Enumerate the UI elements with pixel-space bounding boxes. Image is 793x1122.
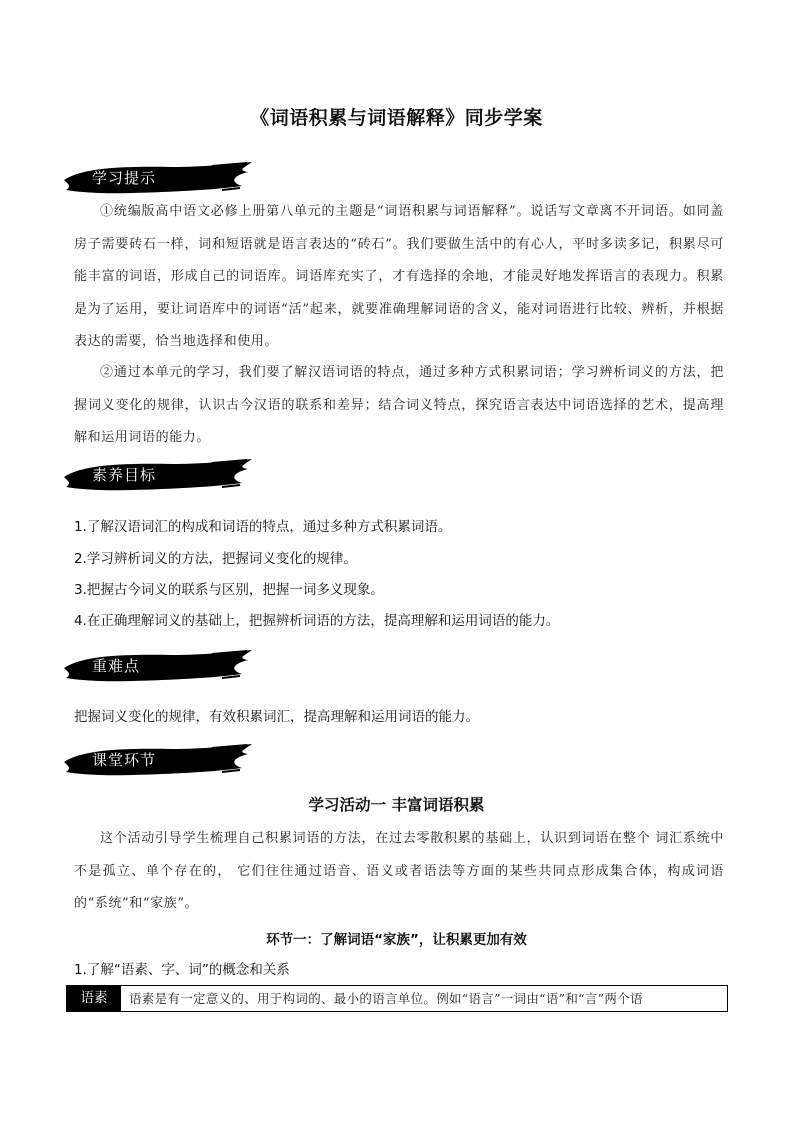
- section-label: 素养目标: [92, 466, 157, 484]
- section-banner-key: [62, 648, 254, 684]
- brush-stroke-icon: [62, 648, 254, 684]
- activity-intro: 这个活动引导学生梳理自己积累词语的方法，在过去零散积累的基础上，认识到词语在整个 词汇系统中不是孤立、单个存在的， 它们往往通过语音、语义或者语法等方面的某些共同点形成集合体，构成词语的“系统”和“家族”。: [74, 831, 724, 911]
- tips-paragraph-2: ②通过本单元的学习，我们要了解汉语词语的特点，通过多种方式积累词语；学习辨析词义的方法，把握词义变化的规律，认识古今汉语的联系和差异；结合词义特点，探究语言表达中词语选择的艺术，提高理解和运用词语的能力。: [74, 365, 724, 445]
- section-banner-class: [62, 742, 254, 778]
- brush-stroke-icon: [62, 457, 254, 493]
- table-header-cell: 语素: [67, 986, 121, 1011]
- section-subtitle: 环节一：了解词语“家族”，让积累更加有效: [266, 932, 527, 948]
- goal-item: 3.把握古今词义的联系与区别，把握一词多义现象。: [74, 582, 384, 598]
- table-cell: 语素是有一定意义的、用于构词的、最小的语言单位。例如“语言”一词由“语”和“言”两个语: [129, 991, 643, 1006]
- goal-item: 1.了解汉语词汇的构成和词语的特点，通过多种方式积累词语。: [74, 519, 452, 535]
- section-label: 学习提示: [92, 169, 157, 187]
- brush-stroke-icon: [62, 160, 254, 196]
- tips-paragraph-1: ①统编版高中语文必修上册第八单元的主题是“词语积累与词语解释”。说话写文章离不开词语。如同盖房子需要砖石一样，词和短语就是语言表达的“砖石”。我们要做生活中的有心人，平时多读多记，积累尽可能丰富的词语，形成自己的词语库。词语库充实了，才有选择的余地，才能灵好地发挥语言的表现力。积累是为了运用，要让词语库中的词语“活”起来，就要准确理解词语的含义，能对词语进行比较、辨析，并根据表达的需要，恰当地选择和使用。: [74, 204, 724, 349]
- goal-item: 4.在正确理解词义的基础上，把握辨析词语的方法，提高理解和运用词语的能力。: [74, 613, 560, 629]
- definition-table: [66, 985, 728, 1012]
- key-points-text: 把握词义变化的规律，有效积累词汇，提高理解和运用词语的能力。: [74, 709, 479, 725]
- goal-item: 2.学习辨析词义的方法，把握词义变化的规律。: [74, 551, 357, 567]
- activity-title: 学习活动一 丰富词语积累: [308, 796, 485, 814]
- section-label: 重难点: [92, 657, 141, 675]
- section-label: 课堂环节: [92, 751, 157, 769]
- document-title: 《词语积累与词语解释》同步学案: [250, 107, 543, 129]
- brush-stroke-icon: [62, 742, 254, 778]
- section-banner-goals: [62, 457, 254, 493]
- section-banner-tips: [62, 160, 254, 196]
- activity-item: 1.了解“语素、字、词”的概念和关系: [74, 962, 290, 978]
